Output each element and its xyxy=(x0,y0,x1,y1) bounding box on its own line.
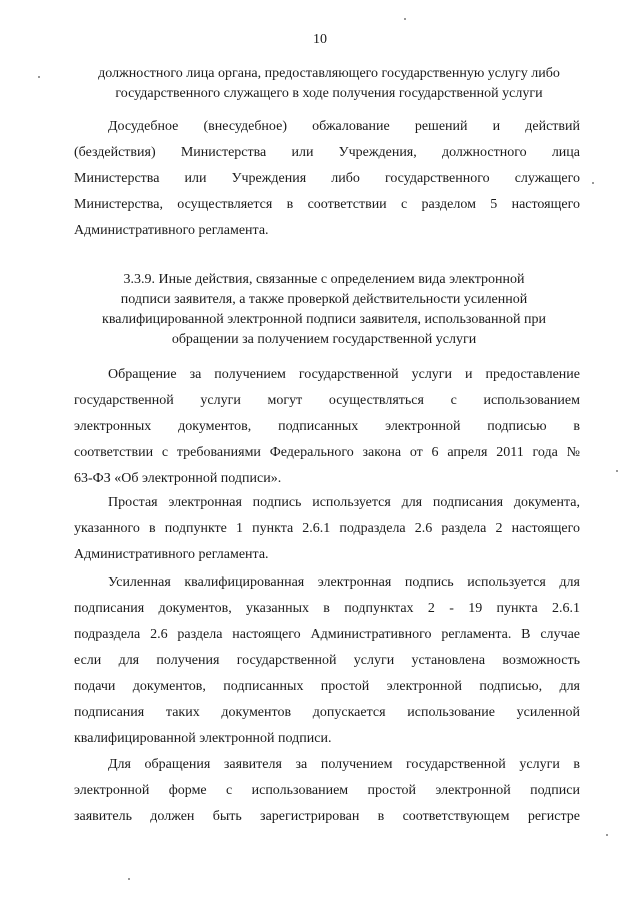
paragraph-simple-signature xyxy=(74,490,580,568)
scan-speck xyxy=(616,470,618,472)
scan-speck xyxy=(592,182,594,184)
text-line: соответствии с требованиями Федерального закона от 6 апреля 2011 года № xyxy=(74,445,580,460)
text-line: Административного регламента. xyxy=(74,547,269,562)
scan-speck xyxy=(404,18,406,20)
text-line: Административного регламента. xyxy=(74,223,269,238)
text-line: если для получения государственной услуги установлена возможность xyxy=(74,653,580,668)
paragraph-pretrial-appeal xyxy=(74,114,580,244)
text-line: подраздела 2.6 раздела настоящего Административного регламента. В случае xyxy=(74,627,580,642)
text-line: 63-ФЗ «Об электронной подписи». xyxy=(74,471,282,486)
scan-speck xyxy=(128,878,130,880)
text-line: электронных документов, подписанных электронной подписью в xyxy=(74,419,580,434)
text-line: заявитель должен быть зарегистрирован в соответствующем регистре xyxy=(74,809,580,824)
scan-speck xyxy=(38,76,40,78)
heading-line: обращении за получением государственной услуги xyxy=(171,332,477,347)
paragraph-applicant-registration xyxy=(74,752,580,830)
paragraph-qualified-signature xyxy=(74,570,580,752)
text-line: Для обращения заявителя за получением государственной услуги в xyxy=(108,757,580,772)
text-line: государственной услуги могут осуществляться с использованием xyxy=(74,393,580,408)
section-heading-3-3-9 xyxy=(100,270,548,350)
continued-heading xyxy=(74,64,584,104)
heading-line: квалифицированной электронной подписи заявителя, использованной при xyxy=(102,312,546,327)
text-line: подписания таких документов допускается использование усиленной xyxy=(74,705,580,720)
heading-line: должностного лица органа, предоставляющего государственную услугу либо xyxy=(98,66,560,81)
text-line: Обращение за получением государственной услуги и предоставление xyxy=(108,367,580,382)
heading-line: государственного служащего в ходе получения государственной услуги xyxy=(115,86,543,101)
text-line: Министерства или Учреждения либо государственного служащего xyxy=(74,171,580,186)
paragraph-electronic-services xyxy=(74,362,580,492)
text-line: Министерства, осуществляется в соответствии с разделом 5 настоящего xyxy=(74,197,580,212)
text-line: квалифицированной электронной подписи. xyxy=(74,731,332,746)
text-line: Простая электронная подпись используется для подписания документа, xyxy=(108,495,580,510)
heading-line: подписи заявителя, а также проверкой действительности усиленной xyxy=(120,292,528,307)
scan-speck xyxy=(606,834,608,836)
text-line: подписания документов, указанных в подпунктах 2 - 19 пункта 2.6.1 xyxy=(74,601,580,616)
text-line: (бездействия) Министерства или Учреждения, должностного лица xyxy=(74,145,580,160)
text-line: Досудебное (внесудебное) обжалование решений и действий xyxy=(108,119,580,134)
text-line: подачи документов, подписанных простой электронной подписью, для xyxy=(74,679,580,694)
text-line: электронной форме с использованием простой электронной подписи xyxy=(74,783,580,798)
text-line: Усиленная квалифицированная электронная подпись используется для xyxy=(108,575,580,590)
heading-line: 3.3.9. Иные действия, связанные с определением вида электронной xyxy=(123,272,525,287)
page-number: 10 xyxy=(313,32,327,47)
text-line: указанного в подпункте 1 пункта 2.6.1 подраздела 2.6 раздела 2 настоящего xyxy=(74,521,580,536)
